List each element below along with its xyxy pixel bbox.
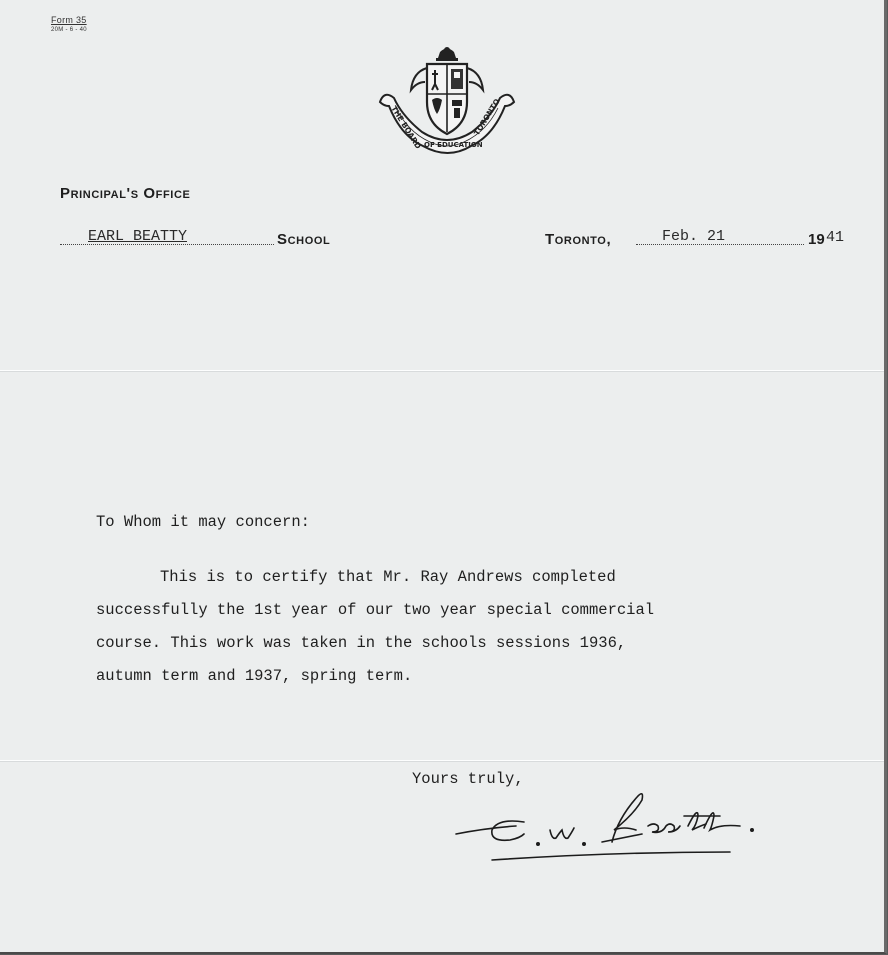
crest-ring-text-left: THE BOARD [389,104,423,151]
form-number: Form 35 [51,15,87,25]
crest-ring-text-bottom: OF EDUCATION [424,141,483,149]
closing: Yours truly, [412,770,524,788]
paragraph-line: course. This work was taken in the schools sessions 1936, [96,634,627,652]
school-name-value: EARL BEATTY [88,228,188,245]
principals-office-heading: Principal's Office [60,185,191,202]
city-label: Toronto, [545,231,612,248]
school-name-field [60,229,274,245]
letter-body [96,506,796,693]
salutation: To Whom it may concern: [96,513,310,531]
print-code: 20M - 6 - 40 [51,27,87,33]
board-of-education-crest-icon [372,44,522,164]
signature [452,786,802,866]
year-prefix: 19 [808,231,825,248]
paragraph-line: autumn term and 1937, spring term. [96,667,413,685]
paper-fold-line [0,370,884,371]
form-code [51,16,87,33]
paragraph-line: successfully the 1st year of our two year special commercial [96,601,655,619]
crest-ring-text-right: TORONTO [472,97,502,138]
date-value: Feb. 21 [662,228,726,245]
school-label: School [277,231,331,248]
paragraph-line: This is to certify that Mr. Ray Andrews completed [160,568,616,586]
year-suffix: 41 [826,229,845,246]
date-field [636,229,804,245]
paper-fold-line [0,760,884,761]
